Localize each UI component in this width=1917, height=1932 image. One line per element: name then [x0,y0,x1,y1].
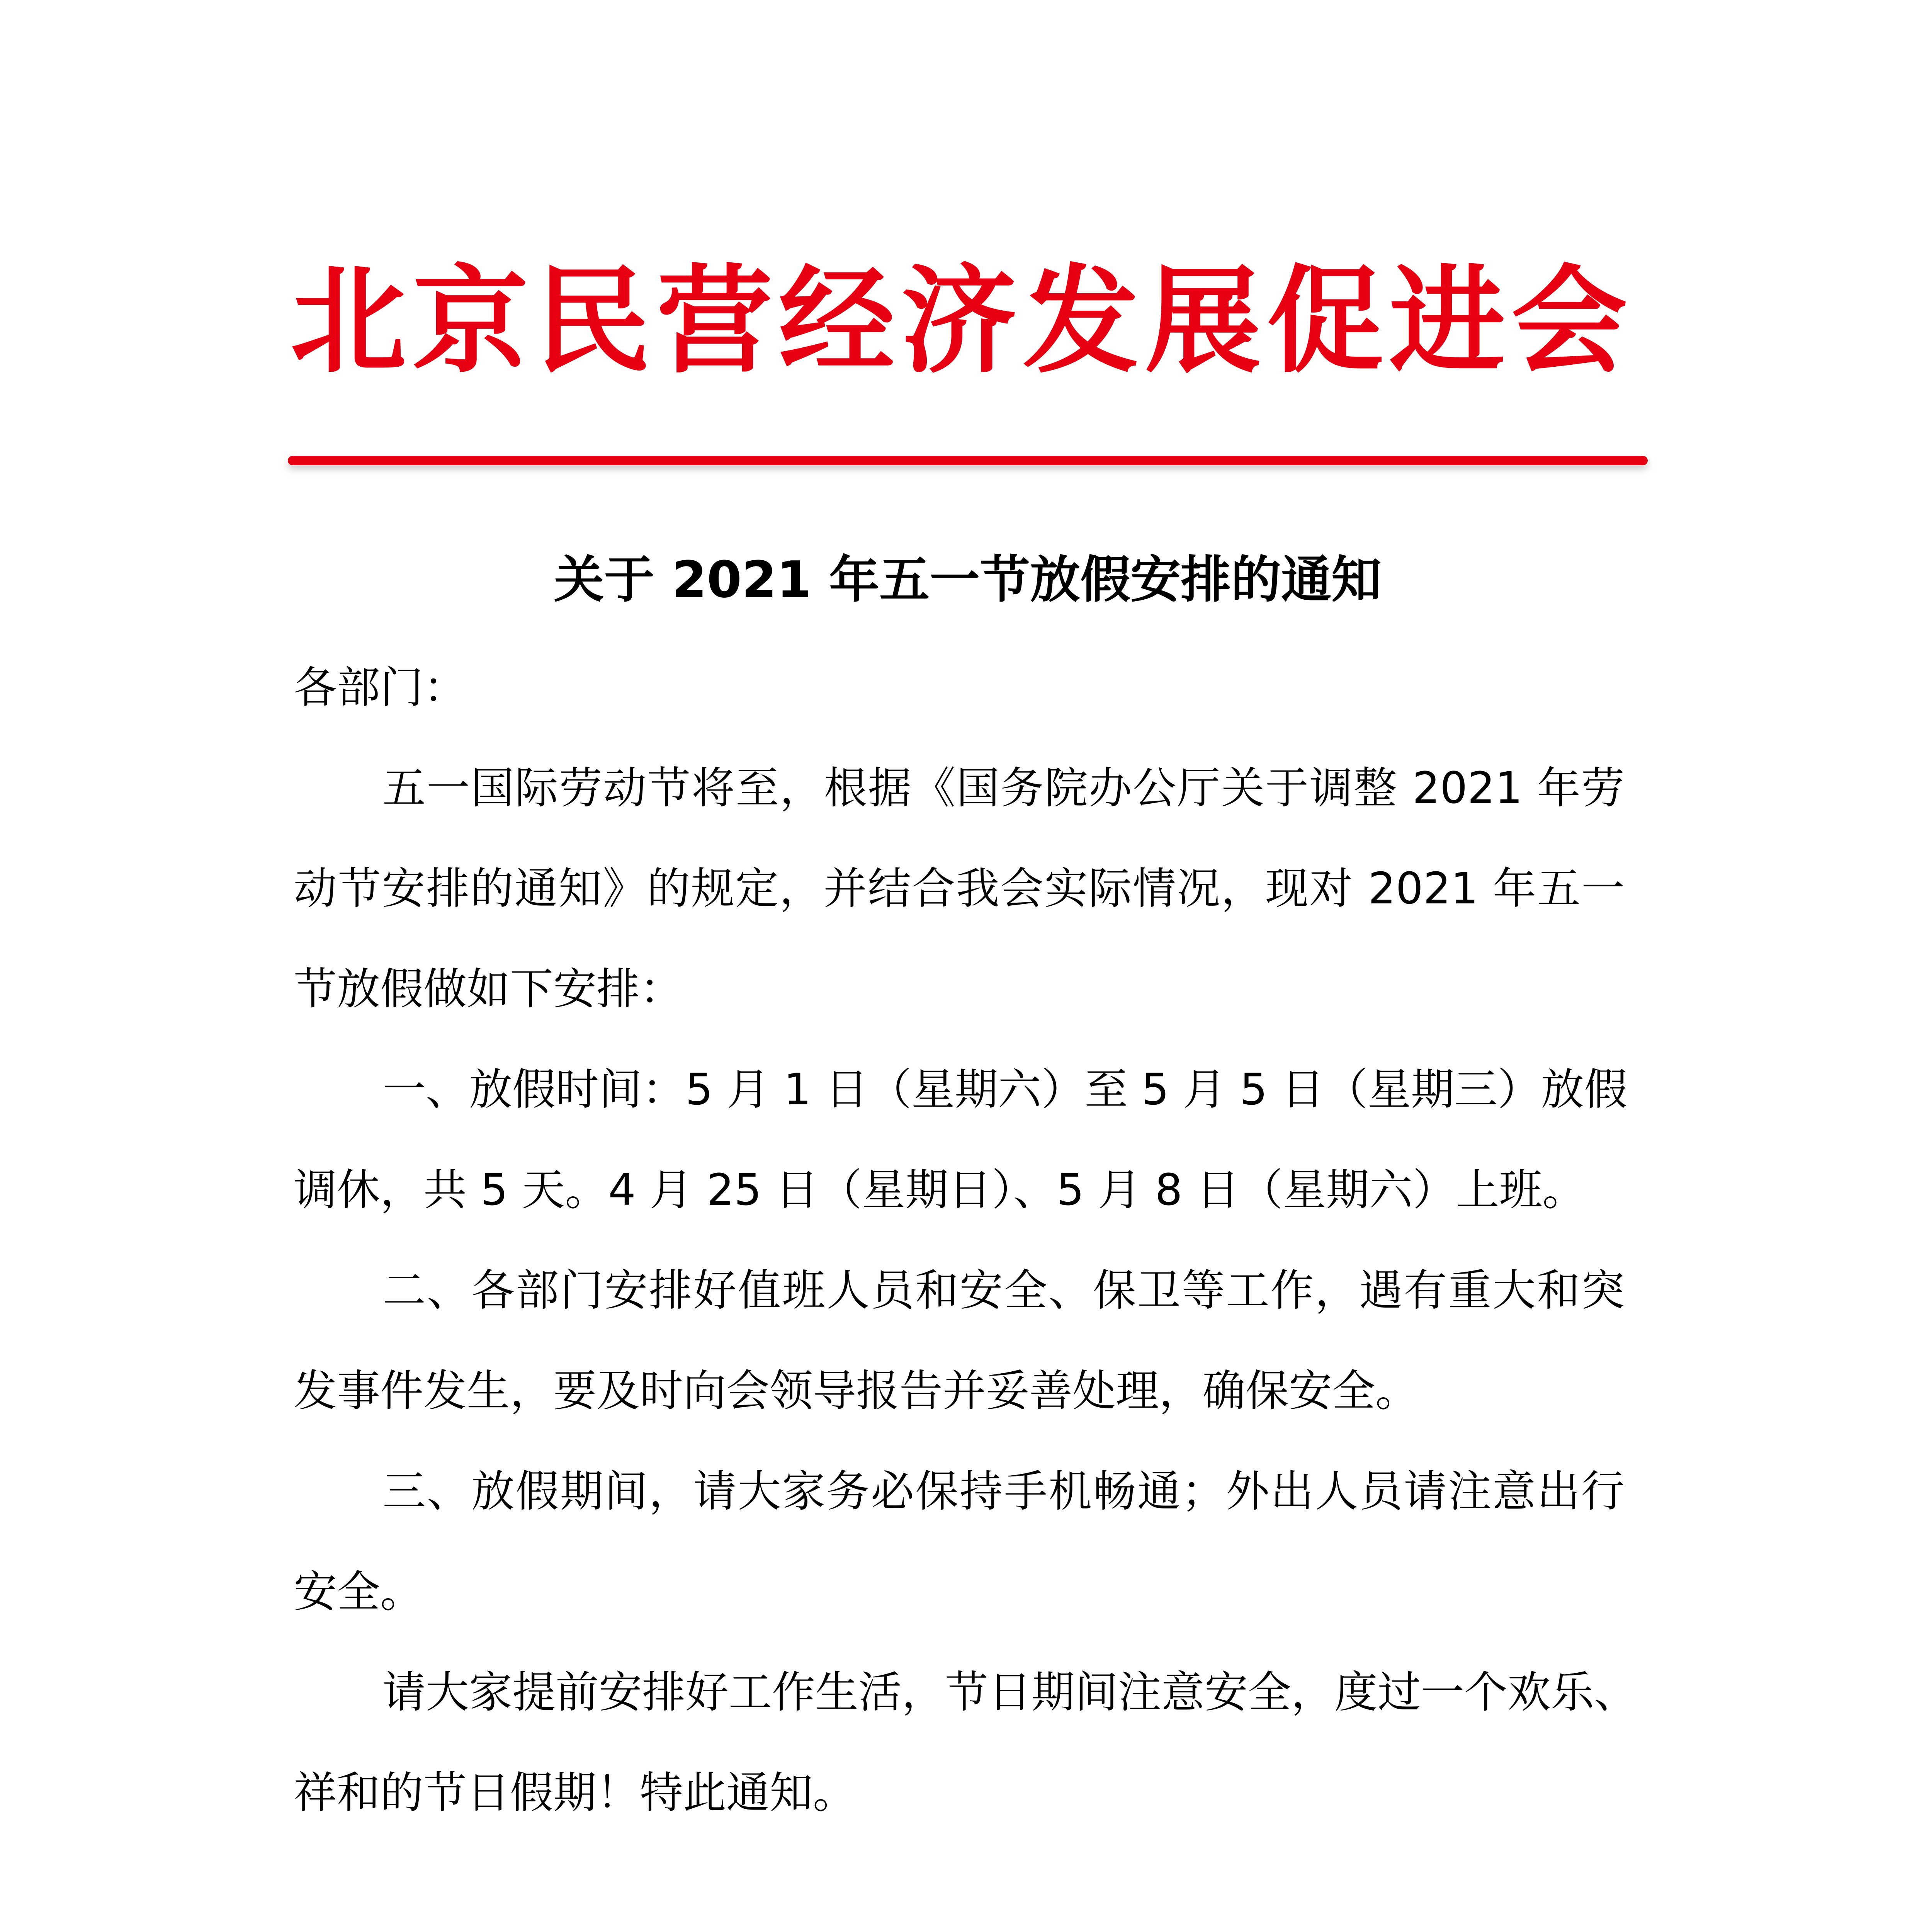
notice-title: 关于 2021 年五一节放假安排的通知 [554,550,1382,609]
paragraph-line: 五一国际劳动节将至，根据《国务院办公厅关于调整 2021 年劳 [382,763,1625,813]
paragraph-line: 祥和的节日假期！特此通知。 [294,1768,856,1818]
letterhead-red-rule [288,456,1648,465]
salutation: 各部门： [294,663,467,713]
paragraph-line: 三、放假期间，请大家务必保持手机畅通；外出人员请注意出行 [382,1466,1625,1517]
letterhead-org-name: 北京民营经济发展促进会 [291,252,1633,389]
paragraph-line: 调休，共 5 天。4 月 25 日（星期日）、5 月 8 日（星期六）上班。 [294,1165,1586,1215]
paragraph-line: 节放假做如下安排： [294,964,683,1014]
paragraph-line: 发事件发生，要及时向会领导报告并妥善处理，确保安全。 [294,1366,1419,1416]
paragraph-line: 动节安排的通知》的规定，并结合我会实际情况，现对 2021 年五一 [294,864,1625,914]
paragraph-line: 一、放假时间：5 月 1 日（星期六）至 5 月 5 日（星期三）放假 [382,1065,1628,1115]
paragraph-line: 安全。 [294,1567,423,1617]
paragraph-line: 请大家提前安排好工作生活，节日期间注意安全，度过一个欢乐、 [382,1667,1637,1718]
paragraph-line: 二、各部门安排好值班人员和安全、保卫等工作，遇有重大和突 [382,1265,1625,1316]
